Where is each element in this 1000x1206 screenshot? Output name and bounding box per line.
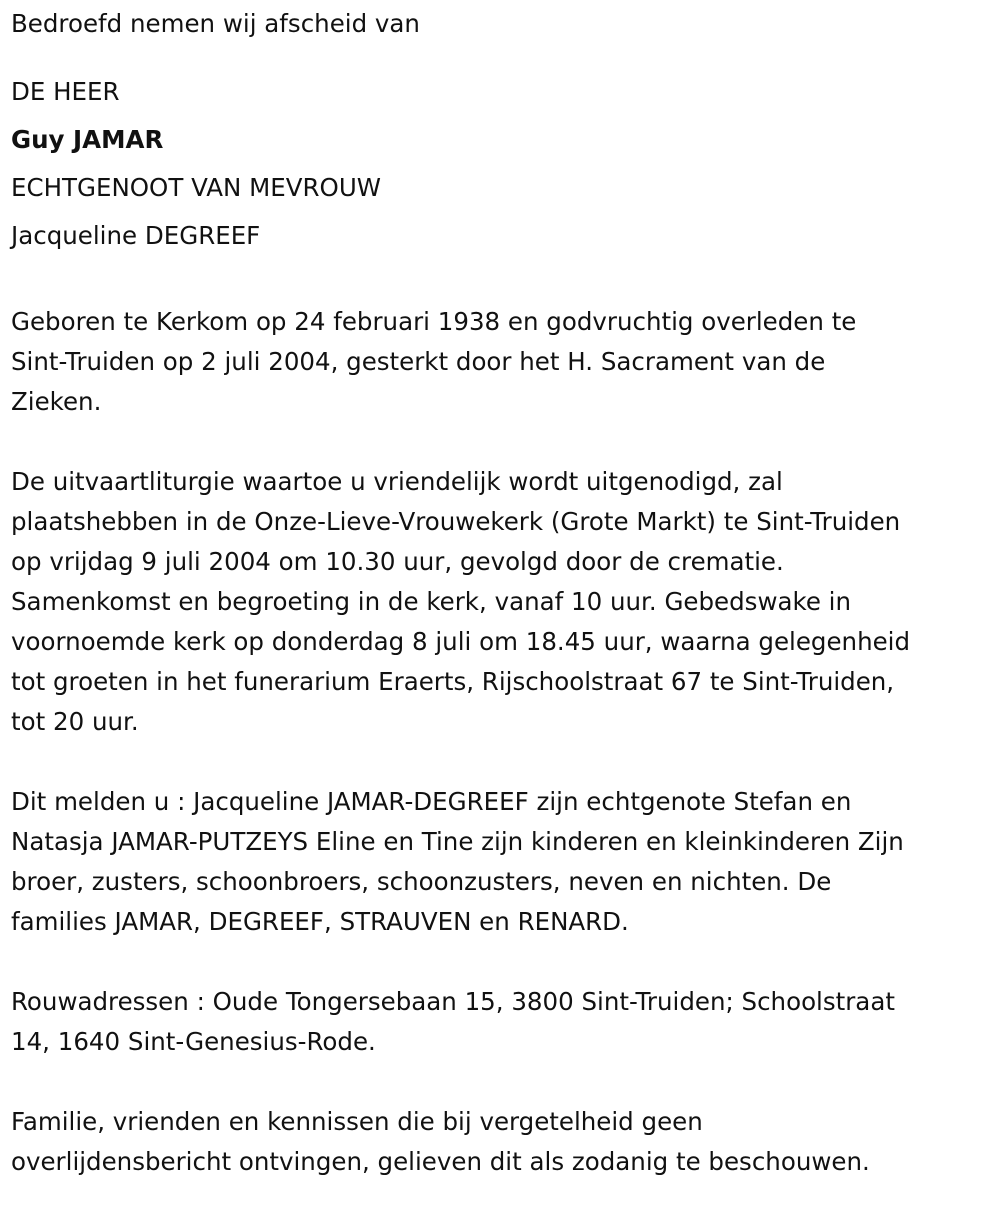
announcers-paragraph bbox=[11, 782, 996, 942]
honorific: DE HEER bbox=[11, 77, 120, 106]
birth-death-paragraph bbox=[11, 302, 996, 422]
obituary-notice bbox=[11, 0, 996, 1182]
intro-line: Bedroefd nemen wij afscheid van bbox=[11, 9, 420, 38]
paragraph-line: tot groeten in het funerarium Eraerts, Rijschoolstraat 67 te Sint-Truiden, bbox=[11, 667, 895, 696]
paragraph-line: broer, zusters, schoonbroers, schoonzusters, neven en nichten. De bbox=[11, 867, 832, 896]
paragraph-line: 14, 1640 Sint-Genesius-Rode. bbox=[11, 1027, 376, 1056]
deceased-header bbox=[11, 68, 996, 260]
paragraph-line: Samenkomst en begroeting in de kerk, vanaf 10 uur. Gebedswake in bbox=[11, 587, 852, 616]
paragraph-line: Rouwadressen : Oude Tongersebaan 15, 3800 Sint-Truiden; Schoolstraat bbox=[11, 987, 895, 1016]
paragraph-line: Dit melden u : Jacqueline JAMAR-DEGREEF zijn echtgenote Stefan en bbox=[11, 787, 852, 816]
paragraph-line: families JAMAR, DEGREEF, STRAUVEN en RENARD. bbox=[11, 907, 629, 936]
paragraph-line: overlijdensbericht ontvingen, gelieven dit als zodanig te beschouwen. bbox=[11, 1147, 870, 1176]
funeral-paragraph bbox=[11, 462, 996, 742]
spouse-name: Jacqueline DEGREEF bbox=[11, 221, 261, 250]
closing-paragraph bbox=[11, 1102, 996, 1182]
paragraph-line: Natasja JAMAR-PUTZEYS Eline en Tine zijn kinderen en kleinkinderen Zijn bbox=[11, 827, 904, 856]
paragraph-line: plaatshebben in de Onze-Lieve-Vrouwekerk (Grote Markt) te Sint-Truiden bbox=[11, 507, 901, 536]
addresses-paragraph bbox=[11, 982, 996, 1062]
paragraph-line: De uitvaartliturgie waartoe u vriendelijk wordt uitgenodigd, zal bbox=[11, 467, 783, 496]
paragraph-line: Sint-Truiden op 2 juli 2004, gesterkt door het H. Sacrament van de bbox=[11, 347, 826, 376]
paragraph-line: op vrijdag 9 juli 2004 om 10.30 uur, gevolgd door de crematie. bbox=[11, 547, 784, 576]
deceased-name: Guy JAMAR bbox=[11, 125, 164, 154]
spouse-label: ECHTGENOOT VAN MEVROUW bbox=[11, 173, 382, 202]
paragraph-line: tot 20 uur. bbox=[11, 707, 139, 736]
paragraph-line: Familie, vrienden en kennissen die bij vergetelheid geen bbox=[11, 1107, 703, 1136]
paragraph-line: Zieken. bbox=[11, 387, 102, 416]
paragraph-line: voornoemde kerk op donderdag 8 juli om 18.45 uur, waarna gelegenheid bbox=[11, 627, 911, 656]
paragraph-line: Geboren te Kerkom op 24 februari 1938 en godvruchtig overleden te bbox=[11, 307, 857, 336]
